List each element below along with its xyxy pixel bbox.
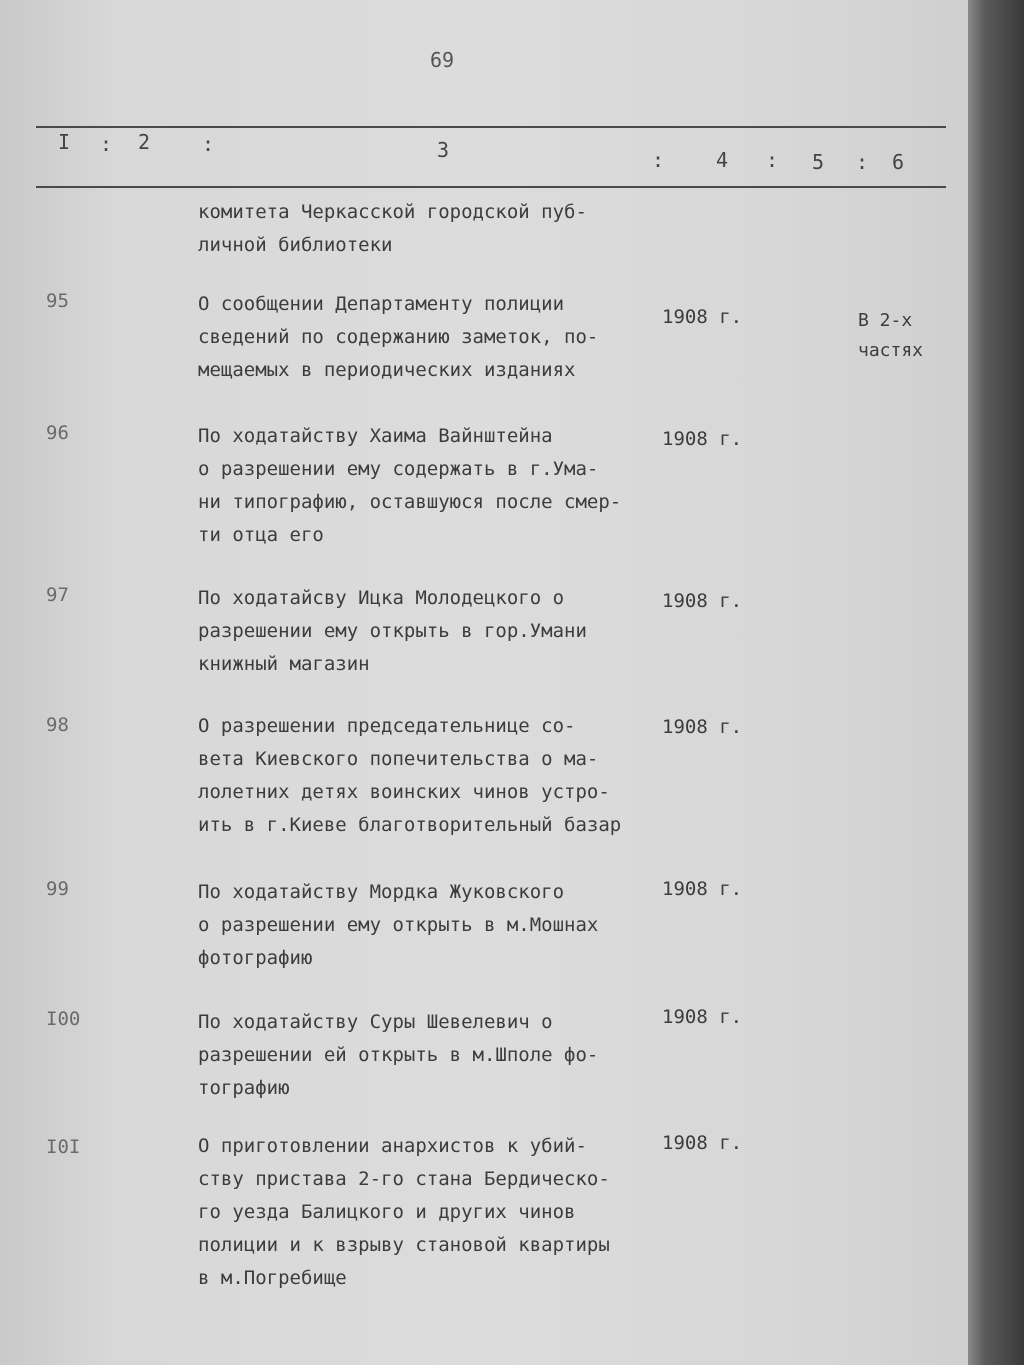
entry-number: 95: [46, 290, 69, 312]
entry-text: По ходатайству Мордка Жуковского о разрешении ему открыть в м.Мошнах фотографию: [198, 881, 599, 969]
column-header-4: 4: [716, 148, 729, 172]
entry-date: 1908 г.: [662, 716, 743, 738]
column-header-2: 2: [138, 130, 151, 154]
entry-number: I00: [46, 1008, 81, 1030]
page-edge-shadow: [968, 0, 1024, 1365]
entry-number: 96: [46, 422, 69, 444]
entry-date: 1908 г.: [662, 1006, 743, 1028]
column-separator: :: [202, 132, 215, 156]
entry-text: О приготовлении анархистов к убий- ству пристава 2-го стана Бердическо- го уезда Балицкого и других чинов полиции и к взрыву становой квартиры в м.Погребище: [198, 1135, 610, 1289]
column-separator: :: [766, 148, 779, 172]
column-separator: :: [652, 148, 665, 172]
entry-note: В 2-х частях: [858, 310, 924, 361]
entry-date: 1908 г.: [662, 1132, 743, 1154]
entry-text: По ходатайству Хаима Вайнштейна о разрешении ему содержать в г.Ума- ни типографию, оставшуюся после смер- ти отца его: [198, 425, 622, 546]
column-header-5: 5: [812, 150, 825, 174]
entry-date: 1908 г.: [662, 878, 743, 900]
page-number: 69: [430, 48, 455, 72]
continued-entry-text: комитета Черкасской городской пуб- личной библиотеки: [198, 201, 587, 256]
column-separator: :: [100, 132, 113, 156]
entry-number: 98: [46, 714, 69, 736]
column-header-3: 3: [437, 138, 450, 162]
header-bottom-rule: [36, 186, 946, 188]
entry-number: 97: [46, 584, 69, 606]
column-header-1: I: [58, 130, 71, 154]
entry-text: По ходатайсву Ицка Молодецкого о разрешении ему открыть в гор.Умани книжный магазин: [198, 587, 587, 675]
column-separator: :: [856, 150, 869, 174]
entry-date: 1908 г.: [662, 590, 743, 612]
entry-date: 1908 г.: [662, 428, 743, 450]
column-header-6: 6: [892, 150, 905, 174]
entry-text: По ходатайству Суры Шевелевич о разрешении ей открыть в м.Шполе фо- тографию: [198, 1011, 599, 1099]
entry-number: 99: [46, 878, 69, 900]
entry-text: О сообщении Департаменту полиции сведений по содержанию заметок, по- мещаемых в периодических изданиях: [198, 293, 599, 381]
entry-date: 1908 г.: [662, 306, 743, 328]
entry-number: I0I: [46, 1136, 81, 1158]
entry-text: О разрешении председательнице со- вета Киевского попечительства о ма- лолетних детях воинских чинов устро- ить в г.Киеве благотворительный базар: [198, 715, 622, 836]
header-top-rule: [36, 126, 946, 128]
